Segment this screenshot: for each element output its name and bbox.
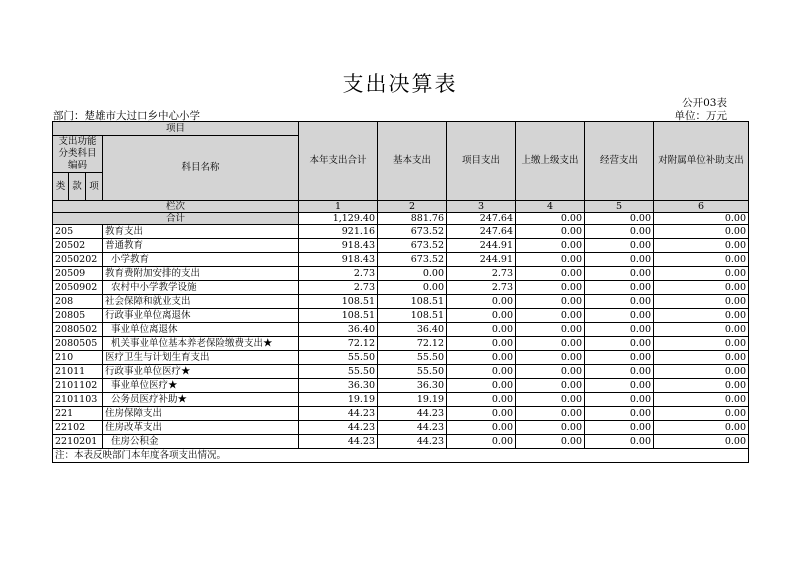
amount-cell: 0.00 [585,421,654,435]
header-item: 项目 [53,122,299,136]
expenditure-table [52,121,749,463]
amount-cell: 0.00 [516,379,585,393]
amount-cell: 0.00 [585,337,654,351]
amount-cell: 2.73 [299,281,378,295]
table-row [53,225,749,239]
subject-code: 2101102 [53,379,103,393]
subject-name: 事业单位离退休 [103,323,299,337]
amount-cell: 44.23 [299,435,378,449]
table-row [53,281,749,295]
subject-name: 住房公积金 [103,435,299,449]
table-row [53,379,749,393]
amount-cell: 44.23 [378,421,447,435]
amount-cell: 0.00 [654,421,749,435]
table-row [53,365,749,379]
amount-cell: 44.23 [378,407,447,421]
amount-cell: 0.00 [585,225,654,239]
amount-cell: 0.00 [654,267,749,281]
column-number-5: 5 [585,201,654,213]
amount-cell: 55.50 [299,365,378,379]
amount-cell: 0.00 [447,421,516,435]
total-value-5: 0.00 [585,213,654,225]
amount-cell: 0.00 [654,435,749,449]
table-row [53,337,749,351]
table-row [53,239,749,253]
amount-cell: 0.00 [516,309,585,323]
amount-cell: 72.12 [378,337,447,351]
note-row [53,449,749,463]
amount-cell: 55.50 [299,351,378,365]
amount-cell: 0.00 [516,267,585,281]
amount-cell: 0.00 [516,337,585,351]
amount-cell: 36.30 [378,379,447,393]
amount-cell: 36.40 [299,323,378,337]
amount-cell: 0.00 [654,323,749,337]
subject-code: 20509 [53,267,103,281]
subject-code: 2080502 [53,323,103,337]
amount-cell: 0.00 [516,295,585,309]
amount-cell: 0.00 [585,365,654,379]
amount-cell: 0.00 [447,295,516,309]
table-row [53,421,749,435]
amount-cell: 0.00 [654,337,749,351]
table-note: 注：本表反映部门本年度各项支出情况。 [53,449,749,463]
subject-code: 205 [53,225,103,239]
column-number-2: 2 [378,201,447,213]
amount-cell: 0.00 [516,435,585,449]
amount-cell: 0.00 [585,239,654,253]
amount-cell: 0.00 [516,393,585,407]
amount-cell: 0.00 [378,267,447,281]
subject-code: 2101103 [53,393,103,407]
subject-code: 20502 [53,239,103,253]
amount-cell: 0.00 [516,253,585,267]
header-func-code: 支出功能分类科目编码 [53,136,103,173]
subject-name: 住房改革支出 [103,421,299,435]
amount-cell: 0.00 [654,379,749,393]
column-number-4: 4 [516,201,585,213]
subject-name: 行政事业单位医疗★ [103,365,299,379]
amount-cell: 0.00 [585,267,654,281]
subject-name: 事业单位医疗★ [103,379,299,393]
subject-code: 2080505 [53,337,103,351]
department-label: 部门：楚雄市大过口乡中心小学 [53,110,200,122]
subject-code: 208 [53,295,103,309]
amount-cell: 0.00 [447,337,516,351]
column-number-6: 6 [654,201,749,213]
table-row [53,435,749,449]
amount-cell: 673.52 [378,225,447,239]
amount-cell: 19.19 [299,393,378,407]
subject-name: 小学教育 [103,253,299,267]
amount-cell: 0.00 [654,295,749,309]
amount-cell: 918.43 [299,239,378,253]
amount-cell: 244.91 [447,253,516,267]
subject-name: 农村中小学教学设施 [103,281,299,295]
amount-cell: 0.00 [447,323,516,337]
table-row [53,253,749,267]
amount-cell: 0.00 [516,239,585,253]
amount-cell: 673.52 [378,239,447,253]
amount-cell: 2.73 [447,267,516,281]
total-value-6: 0.00 [654,213,749,225]
amount-cell: 0.00 [447,351,516,365]
total-value-3: 247.64 [447,213,516,225]
amount-cell: 0.00 [447,393,516,407]
amount-cell: 0.00 [654,351,749,365]
amount-cell: 0.00 [447,407,516,421]
table-row [53,351,749,365]
subject-code: 2210201 [53,435,103,449]
amount-cell: 108.51 [378,309,447,323]
amount-cell: 918.43 [299,253,378,267]
column-number-1: 1 [299,201,378,213]
amount-cell: 0.00 [654,281,749,295]
amount-cell: 0.00 [447,365,516,379]
amount-cell: 44.23 [299,421,378,435]
amount-cell: 0.00 [585,295,654,309]
header-col-6: 对附属单位补助支出 [654,122,749,201]
amount-cell: 244.91 [447,239,516,253]
header-subject-name: 科目名称 [103,136,299,201]
header-col-5: 经营支出 [585,122,654,201]
table-row [53,295,749,309]
header-xiang: 项 [86,173,103,201]
amount-cell: 36.30 [299,379,378,393]
subject-code: 21011 [53,365,103,379]
amount-cell: 0.00 [447,379,516,393]
amount-cell: 0.00 [516,323,585,337]
subject-code: 2050902 [53,281,103,295]
amount-cell: 0.00 [654,239,749,253]
subject-code: 22102 [53,421,103,435]
total-value-2: 881.76 [378,213,447,225]
unit-label: 单位：万元 [674,110,727,122]
amount-cell: 0.00 [585,407,654,421]
column-number-label: 栏次 [53,201,299,213]
header-col-2: 基本支出 [378,122,447,201]
amount-cell: 0.00 [654,253,749,267]
subject-code: 2050202 [53,253,103,267]
amount-cell: 44.23 [378,435,447,449]
column-number-3: 3 [447,201,516,213]
amount-cell: 108.51 [378,295,447,309]
subject-code: 210 [53,351,103,365]
amount-cell: 673.52 [378,253,447,267]
amount-cell: 0.00 [585,393,654,407]
subject-name: 医疗卫生与计划生育支出 [103,351,299,365]
subject-name: 教育费附加安排的支出 [103,267,299,281]
amount-cell: 0.00 [585,309,654,323]
amount-cell: 2.73 [299,267,378,281]
subject-name: 住房保障支出 [103,407,299,421]
amount-cell: 55.50 [378,351,447,365]
amount-cell: 0.00 [516,365,585,379]
page-title: 支出决算表 [342,72,458,96]
total-value-1: 1,129.40 [299,213,378,225]
amount-cell: 0.00 [516,225,585,239]
table-row [53,407,749,421]
total-row [53,213,749,225]
amount-cell: 44.23 [299,407,378,421]
amount-cell: 2.73 [447,281,516,295]
amount-cell: 0.00 [654,407,749,421]
amount-cell: 0.00 [447,309,516,323]
subject-name: 机关事业单位基本养老保险缴费支出★ [103,337,299,351]
amount-cell: 0.00 [585,435,654,449]
amount-cell: 247.64 [447,225,516,239]
amount-cell: 0.00 [654,393,749,407]
total-label: 合计 [53,213,299,225]
subject-name: 教育支出 [103,225,299,239]
subject-name: 行政事业单位离退休 [103,309,299,323]
amount-cell: 0.00 [585,253,654,267]
header-col-3: 项目支出 [447,122,516,201]
form-number: 公开03表 [682,97,727,109]
subject-name: 公务员医疗补助★ [103,393,299,407]
amount-cell: 0.00 [585,323,654,337]
subject-code: 221 [53,407,103,421]
amount-cell: 36.40 [378,323,447,337]
amount-cell: 0.00 [654,309,749,323]
amount-cell: 921.16 [299,225,378,239]
subject-name: 社会保障和就业支出 [103,295,299,309]
amount-cell: 108.51 [299,309,378,323]
amount-cell: 0.00 [585,281,654,295]
header-kuan: 款 [69,173,86,201]
amount-cell: 0.00 [516,281,585,295]
amount-cell: 0.00 [378,281,447,295]
table-row [53,309,749,323]
header-col-1: 本年支出合计 [299,122,378,201]
amount-cell: 0.00 [654,365,749,379]
table-row [53,323,749,337]
amount-cell: 0.00 [585,379,654,393]
amount-cell: 0.00 [654,225,749,239]
amount-cell: 0.00 [516,351,585,365]
amount-cell: 72.12 [299,337,378,351]
subject-code: 20805 [53,309,103,323]
header-lei: 类 [53,173,69,201]
amount-cell: 108.51 [299,295,378,309]
amount-cell: 0.00 [516,407,585,421]
amount-cell: 19.19 [378,393,447,407]
total-value-4: 0.00 [516,213,585,225]
table-row [53,267,749,281]
subject-name: 普通教育 [103,239,299,253]
amount-cell: 55.50 [378,365,447,379]
table-row [53,393,749,407]
amount-cell: 0.00 [447,435,516,449]
amount-cell: 0.00 [516,421,585,435]
header-col-4: 上缴上级支出 [516,122,585,201]
amount-cell: 0.00 [585,351,654,365]
